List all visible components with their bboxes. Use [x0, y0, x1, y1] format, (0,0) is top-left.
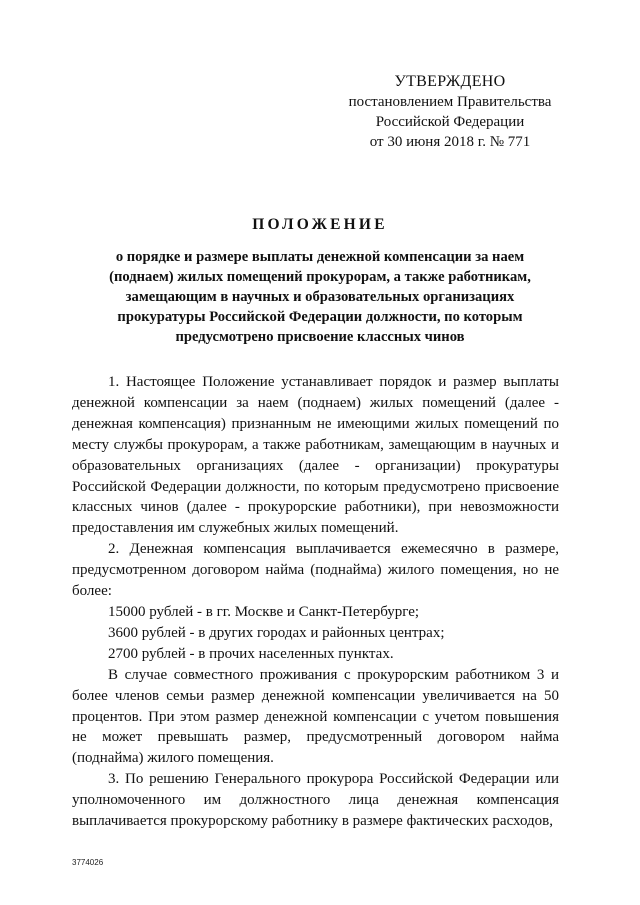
document-title: ПОЛОЖЕНИЕ: [252, 216, 388, 233]
paragraph-3: В случае совместного проживания с прокурорским работником 3 и более членов семьи размер денежной компенсации увеличивается на 50 процентов. При этом размер денежной компенсации с учетом повышения не может превышать размер, предусмотренный договором найма (поднайма) жилого помещения.: [72, 666, 559, 767]
document-body: [72, 372, 559, 832]
list-item-other: 2700 рублей - в прочих населенных пунктах.: [108, 645, 394, 662]
subtitle-line: замещающим в научных и образовательных организациях: [125, 289, 515, 305]
list-item-cities: 3600 рублей - в других городах и районных центрах;: [108, 624, 445, 641]
approval-line-1: постановлением Правительства: [348, 94, 552, 110]
document-subtitle: [90, 247, 550, 347]
approval-line-3: от 30 июня 2018 г. № 771: [369, 134, 531, 150]
subtitle-line: предусмотрено присвоение классных чинов: [175, 329, 465, 345]
paragraph-1: 1. Настоящее Положение устанавливает порядок и размер выплаты денежной компенсации за наем (поднаем) жилых помещений (далее - денежная компенсация) признанным не имеющими жилых помещений по месту службы прокурорам, а также работникам, замещающим в научных и образовательных организациях (далее - организации) прокуратуры Российской Федерации должности, по которым предусмотрено присвоение классных чинов (далее - прокурорские работники), при невозможности предоставления им служебных жилых помещений.: [72, 374, 559, 537]
paragraph-4: 3. По решению Генерального прокурора Российской Федерации или уполномоченного им должностного лица денежная компенсация выплачивается прокурорскому работнику в размере фактических расходов,: [72, 771, 559, 830]
subtitle-line: прокуратуры Российской Федерации должности, по которым: [117, 309, 523, 325]
subtitle-line: о порядке и размере выплаты денежной компенсации за наем: [115, 249, 525, 265]
paragraph-2: 2. Денежная компенсация выплачивается ежемесячно в размере, предусмотренном договором найма (поднайма) жилого помещения, но не более:: [72, 541, 559, 600]
approved-heading: УТВЕРЖДЕНО: [394, 73, 506, 90]
approval-block: [340, 72, 560, 152]
approval-line-2: Российской Федерации: [375, 114, 525, 130]
list-item-moscow: 15000 рублей - в гг. Москве и Санкт-Петербурге;: [108, 603, 420, 620]
subtitle-line: (поднаем) жилых помещений прокурорам, а также работникам,: [109, 269, 531, 285]
document-code: 3774026: [72, 858, 104, 867]
